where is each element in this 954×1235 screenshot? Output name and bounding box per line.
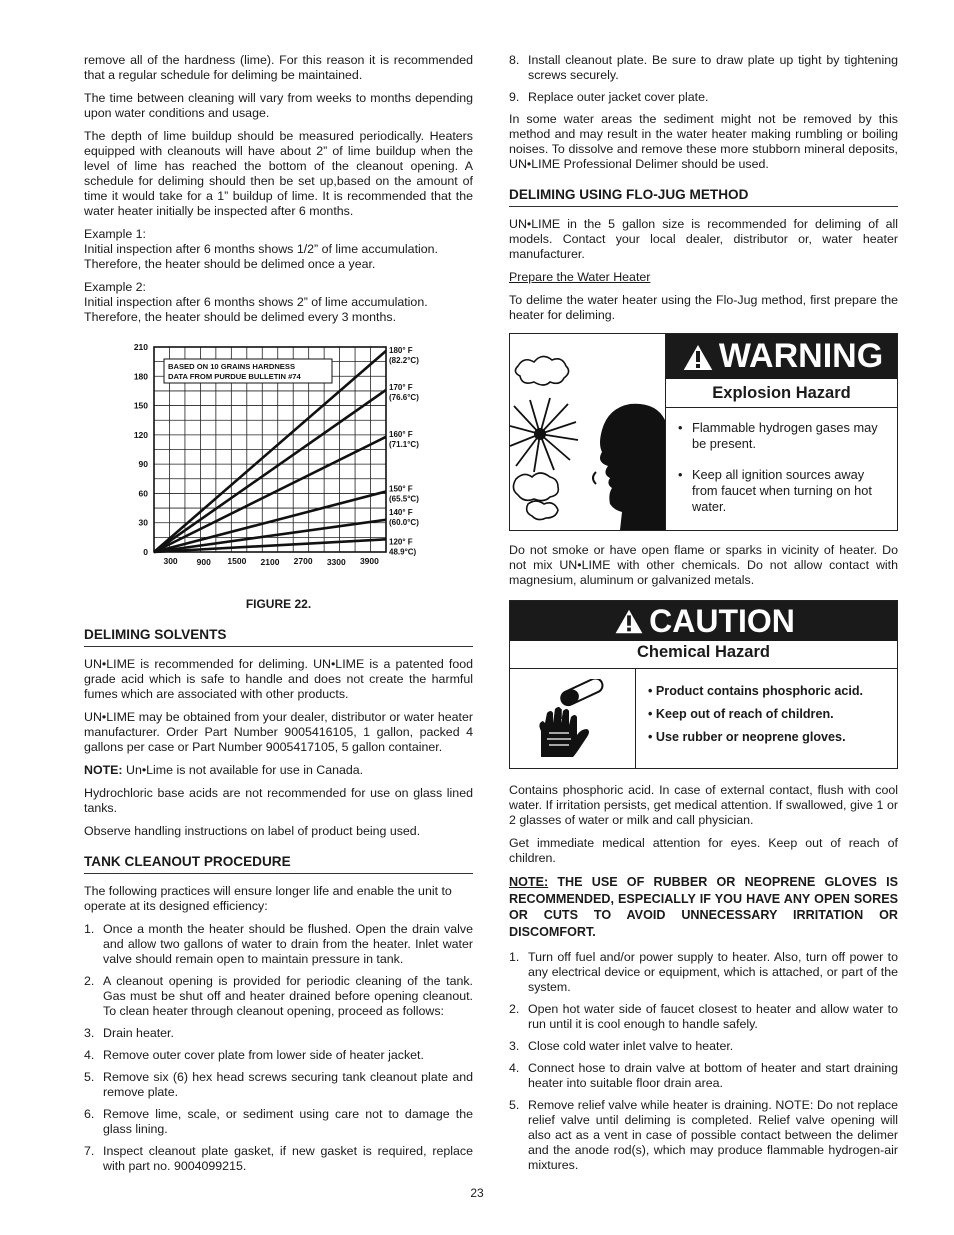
list-item: 9. Replace outer jacket cover plate. [509,90,709,104]
list-item: 1. Once a month the heater should be flushed. Open the drain valve and allow two gallons of water to drain from the heater. Inlet water valve should remain open to maintain pressure in tank. [84,922,473,966]
example-2 [84,280,473,325]
series-label: 140° F [389,507,413,517]
solvents-paragraph-3: Hydrochloric base acids are not recommended for use on glass lined tanks. [84,786,473,815]
list-item: 3. Drain heater. [84,1026,174,1040]
series-label: (82.2°C) [389,355,419,365]
list-item: • Keep all ignition sources away from faucet when turning on hot water. [678,467,887,515]
annotation-text: DATA FROM PURDUE BULLETIN #74 [168,372,301,381]
caution-subtitle: Chemical Hazard [510,641,897,669]
list-item: 5. Remove relief valve while heater is draining. NOTE: Do not replace relief valve until deliming is completed. Relief valve opening will also act as a vent in case of possible contact between the delimer and the anode rod(s), which may produce flammable hydrogen-air mixtures. [509,1098,898,1172]
delime-steps-list [509,950,898,1173]
caution-label [509,600,898,769]
right-column [509,53,898,1180]
flojug-paragraph: UN•LIME in the 5 gallon size is recommended for deliming of all models. Contact your local dealer, distributor or, water heater manufacturer. [509,217,898,261]
warning-content [666,334,897,530]
list-item: 6. Remove lime, scale, or sediment using care not to damage the glass lining. [84,1107,473,1136]
eyes-paragraph: Get immediate medical attention for eyes. Keep out of reach of children. [509,836,898,865]
y-tick-label: 60 [138,488,148,499]
warning-subtitle: Explosion Hazard [666,379,897,408]
series-label: 150° F [389,484,413,494]
canada-note [84,763,473,778]
series-label: (76.6°C) [389,392,419,402]
contains-paragraph: Contains phosphoric acid. In case of external contact, flush with cool water. If irritation persists, get medical attention. If swallowed, give 1 or 2 glasses of water or milk and call physician. [509,783,898,827]
gloves-note-text: THE USE OF RUBBER OR NEOPRENE GLOVES IS RECOMMENDED, ESPECIALLY IF YOU HAVE ANY OPEN SORES OR CUTS TO AVOID UNNECESSARY IRRITATION OR DISCOMFORT. [509,875,898,939]
series-label: 120° F [389,537,413,547]
y-tick-label: 90 [138,459,148,470]
intro-paragraph-3: The depth of lime buildup should be measured periodically. Heaters equipped with cleanouts will have about 2” of lime buildup when the level of lime has reached the bottom of the cleanout opening. A schedule for deliming should then be set up,based on the amount of time it would take for a 1” buildup of lime. It is recommended that the water heater initially be inspected after 6 months. [84,129,473,218]
solvents-paragraph-4: Observe handling instructions on label of product being used. [84,824,421,838]
list-item: 5. Remove six (6) hex head screws securing tank cleanout plate and remove plate. [84,1070,473,1099]
figure-caption: FIGURE 22. [245,597,312,611]
x-tick-label: 300 [163,556,178,566]
warning-triangle-icon [612,606,646,636]
list-item: • Flammable hydrogen gases may be present. [678,420,887,452]
list-item: 4. Connect hose to drain valve at bottom of heater and start draining heater into suitable floor drain area. [509,1061,898,1090]
caution-banner [510,601,897,641]
prepare-heading: Prepare the Water Heater [509,270,651,284]
tank-cleanout-heading: TANK CLEANOUT PROCEDURE [84,853,473,874]
lime-buildup-chart [84,337,473,591]
list-item: 7. Inspect cleanout plate gasket, if new gasket is required, replace with part no. 9004099215. [84,1144,473,1173]
explosion-warning-pictogram [510,334,666,530]
example-2-label: Example 2: [84,280,146,294]
x-tick-label: 3900 [359,556,379,566]
list-item: 8. Install cleanout plate. Be sure to draw plate up tight by tightening screws securely. [509,53,898,82]
hard-water-paragraph: In some water areas the sediment might not be removed by this method and may result in the water heater making rumbling or boiling noises. To dissolve and remove these more stubborn mineral deposits, UN•LIME Professional Delimer should be used. [509,112,898,171]
x-tick-label: 2100 [260,557,280,567]
example-2-text: Initial inspection after 6 months shows 2” of lime accumulation. Therefore, the heater should be delimed every 3 months. [84,295,428,324]
chemical-burn-hand-pictogram [510,669,636,768]
series-label: 170° F [389,382,413,392]
warning-triangle-icon [680,341,716,373]
left-column [84,53,473,1181]
example-1-text: Initial inspection after 6 months shows 1/2” of lime accumulation. Therefore, the heater should be delimed once a year. [84,242,438,271]
y-tick-label: 30 [138,517,148,528]
series-label: 160° F [389,429,413,439]
x-tick-label: 3300 [326,557,346,567]
flojug-heading: DELIMING USING FLO-JUG METHOD [509,186,898,207]
y-tick-label: 180 [133,371,148,382]
example-1 [84,227,473,272]
x-tick-label: 900 [196,557,211,567]
list-item: 4. Remove outer cover plate from lower side of heater jacket. [84,1048,424,1062]
chart-svg [84,337,473,587]
list-item: • Keep out of reach of children. [648,707,834,721]
list-item: 2. A cleanout opening is provided for periodic cleaning of the tank. Gas must be shut off and heater drained before opening cleanout. To clean heater through cleanout opening, proceed as follows: [84,974,473,1018]
solvents-paragraph-2: UN•LIME may be obtained from your dealer, distributor or water heater manufacturer. Order Part Number 9005416105, 1 gallon, packed 4 gallons per case or Part Number 9005417105, 5 gallon container. [84,710,473,754]
intro-paragraph-2: The time between cleaning will vary from weeks to months depending upon water conditions and usage. [84,91,473,120]
deliming-solvents-heading: DELIMING SOLVENTS [84,626,473,647]
caution-body [510,669,897,768]
prepare-paragraph: To delime the water heater using the Flo-Jug method, first prepare the heater for deliming. [509,293,898,322]
series-label: 48.9°C) [389,547,417,557]
series-line [154,390,386,552]
page-number: 23 [470,1186,484,1200]
series-line [154,539,386,552]
list-item: 2. Open hot water side of faucet closest to heater and allow water to run until it is cool enough to handle safely. [509,1002,898,1031]
list-item: 3. Close cold water inlet valve to heater. [509,1039,734,1053]
example-1-label: Example 1: [84,227,146,241]
warning-label [509,333,898,531]
x-tick-label: 2700 [293,556,313,566]
solvents-paragraph-1: UN•LIME is recommended for deliming. UN•LIME is a patented food grade acid which is safe to handle and does not create the harmful fumes which are associated with other products. [84,657,473,701]
y-tick-label: 120 [133,429,148,440]
series-label: (65.5°C) [389,494,419,504]
warning-title: WARNING [718,337,884,375]
smoke-paragraph: Do not smoke or have open flame or sparks in vicinity of heater. Do not mix UN•LIME with other chemicals. Do not allow contact with magnesium, aluminum or galvanized metals. [509,543,898,587]
note-text: Un•Lime is not available for use in Canada. [122,763,364,777]
intro-paragraph-1: remove all of the hardness (lime). For this reason it is recommended that a regular schedule for deliming be maintained. [84,53,473,82]
y-tick-label: 150 [133,400,148,411]
warning-bullets [666,408,897,530]
gloves-note-label: NOTE: [509,875,549,889]
tank-steps-list [84,922,473,1174]
gloves-note [509,874,898,940]
series-label: (71.1°C) [389,439,419,449]
list-item: • Product contains phosphoric acid. [648,684,864,698]
caution-bullets [636,669,863,768]
tank-intro: The following practices will ensure longer life and enable the unit to operate at its designed efficiency: [84,884,452,913]
annotation-text: BASED ON 10 GRAINS HARDNESS [168,362,296,371]
tank-steps-continued [509,53,898,105]
caution-title: CAUTION [649,602,795,639]
series-label: 180° F [389,345,413,355]
y-tick-label: 210 [133,342,148,352]
note-label: NOTE: [84,763,123,777]
list-item: • Use rubber or neoprene gloves. [648,730,846,744]
list-item: 1. Turn off fuel and/or power supply to heater. Also, turn off power to any electrical device or equipment, which is attached, or part of the system. [509,950,898,994]
series-label: (60.0°C) [389,517,419,527]
warning-banner [666,334,897,379]
x-tick-label: 1500 [227,556,247,566]
y-tick-label: 0 [143,547,148,557]
